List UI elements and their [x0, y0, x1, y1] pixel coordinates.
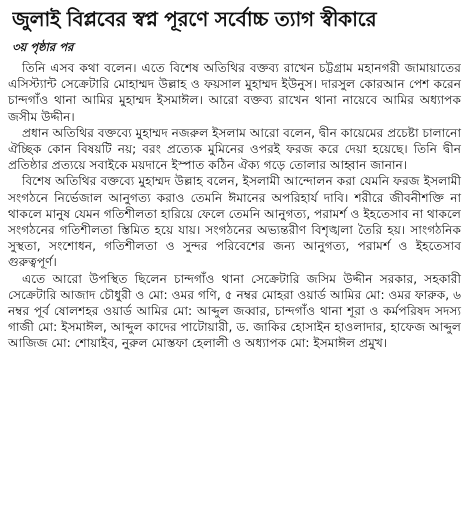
article-paragraph: প্রধান অতিথির বক্তব্যে মুহাম্মদ নজরুল ইসলাম আরো বলেন, দ্বীন কায়েমের প্রচেষ্টা চালানো ঐচ্ছিক কোন বিষয়টি নয়; বরং প্রত্যেক মুমিনের ওপরই ফরজ করে দেয়া হয়েছে। তিনি দ্বীন প্রতিষ্ঠার প্রত্যয়ে সবাইকে ময়দানে ইস্পাত কঠিন ঐক্য গড়ে তোলার আহ্বান জানান। — [8, 125, 461, 173]
continued-from-label: ৩য় পৃষ্ঠার পর — [12, 40, 74, 54]
article-headline: জুলাই বিপ্লবের স্বপ্ন পূরণে সর্বোচ্চ ত্যাগ স্বীকারে — [12, 7, 377, 31]
article-paragraph: তিনি এসব কথা বলেন। এতে বিশেষ অতিথির বক্তব্য রাখেন চট্টগ্রাম মহানগরী জামায়াতের এসিস্ট্যান্ট সেক্রেটারি মোহাম্মদ উল্লাহ ও ফয়সাল মুহাম্মদ ইউনুস। দারসুল কোরআন পেশ করেন চান্দগাঁও থানা আমির মুহাম্মদ ইসমাঈল। আরো বক্তব্য রাখেন থানা নায়েবে আমির অধ্যাপক জসীম উদ্দীন। — [8, 61, 461, 124]
article-body — [8, 60, 461, 352]
article-paragraph: বিশেষ অতিথির বক্তব্যে মুহাম্মদ উল্লাহ বলেন, ইসলামী আন্দোলন করা যেমনি ফরজ ইসলামী সংগঠনে নির্ভেজাল আনুগত্য করাও তেমনি ঈমানের অপরিহার্য দাবি। শরীরে জীবনীশক্তি না থাকলে মানুষ যেমন গতিশীলতা হারিয়ে ফেলে তেমনি আনুগত্য, পরামর্শ ও ইহতেসাব না থাকলে সংগঠনের গতিশীলতা স্তিমিত হয়ে যায়। সংগঠনের অভ্যন্তরীণ বিশৃঙ্খলা তৈরি হয়। সাংগঠনিক সুস্থতা, সংশোধন, গতিশীলতা ও সুন্দর পরিবেশের জন্য আনুগত্য, পরামর্শ ও ইহতেসাব গুরুত্বপূর্ণ। — [8, 174, 461, 270]
article-paragraph: এতে আরো উপস্থিত ছিলেন চান্দগাঁও থানা সেক্রেটারি জসিম উদ্দীন সরকার, সহকারী সেক্রেটারি আজাদ চৌধুরী ও মো: ওমর গণি, ৫ নম্বর মোহরা ওয়ার্ড আমির মো: ওমর ফারুক, ৬ নম্বর পূর্ব ষোলশহর ওয়ার্ড আমির মো: আব্দুল জব্বার, চান্দগাঁও থানা শূরা ও কর্মপরিষদ সদস্য গাজী মো: ইসমাঈল, আব্দুল কাদের পাটোয়ারী, ড. জাকির হোসাইন হাওলাদার, হাফেজ আব্দুল আজিজ মো: শোয়াইব, নুরুল মোস্তফা হেলালী ও অধ্যাপক মো: ইসমাঈল প্রমুখ। — [8, 271, 461, 351]
